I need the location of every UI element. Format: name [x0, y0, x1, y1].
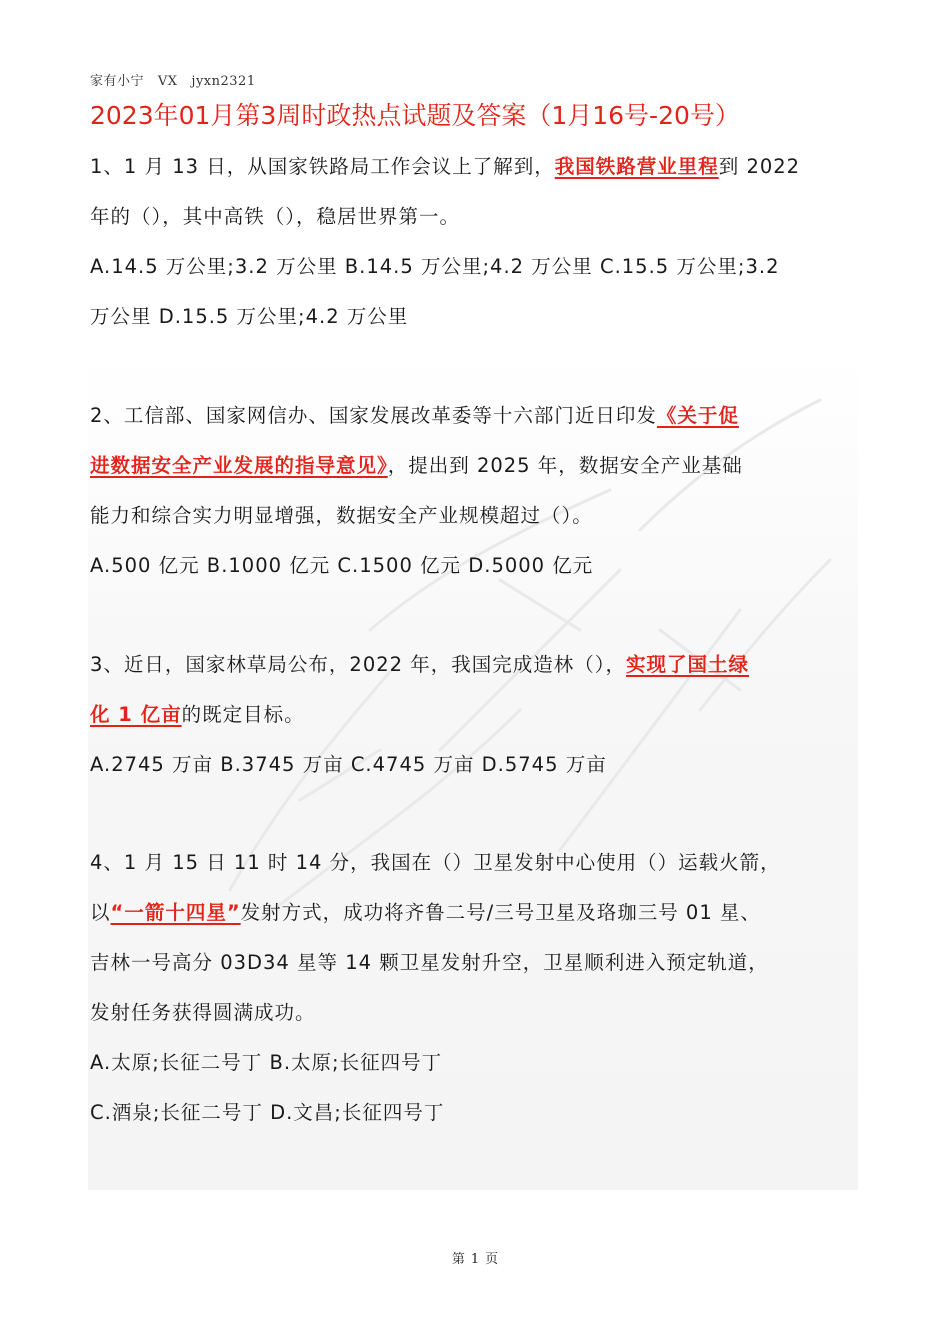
question-line — [90, 938, 860, 988]
question-text: 能力和综合实力明显增强，数据安全产业规模超过（）。 — [90, 504, 593, 527]
question-3 — [90, 640, 860, 790]
highlight-keyword: 《关于促 — [656, 404, 739, 427]
question-line — [90, 888, 860, 938]
highlight-keyword: 实现了国土绿 — [625, 653, 749, 676]
question-text: 2、工信部、国家网信办、国家发展改革委等十六部门近日印发 — [90, 404, 657, 427]
question-line — [90, 640, 860, 690]
question-line — [90, 192, 860, 242]
question-line — [90, 690, 860, 740]
page-footer — [0, 1248, 950, 1267]
question-text: 4、1 月 15 日 11 时 14 分，我国在（）卫星发射中心使用（）运载火箭， — [90, 851, 781, 874]
highlight-keyword: 化 1 亿亩 — [90, 703, 182, 726]
question-text: ，提出到 2025 年，数据安全产业基础 — [387, 454, 743, 477]
option-line: A.太原;长征二号丁 B.太原;长征四号丁 — [90, 1051, 443, 1074]
question-line — [90, 441, 860, 491]
question-text: 以 — [90, 901, 111, 924]
question-text: 的既定目标。 — [181, 703, 305, 726]
question-text: 发射任务获得圆满成功。 — [90, 1001, 316, 1024]
option-line: 万公里 D.15.5 万公里;4.2 万公里 — [90, 305, 409, 328]
option-line: C.酒泉;长征二号丁 D.文昌;长征四号丁 — [90, 1101, 445, 1124]
highlight-keyword: 我国铁路营业里程 — [554, 155, 719, 178]
question-line — [90, 391, 860, 441]
page-number: 1 — [470, 1252, 480, 1267]
footer-prefix: 第 — [451, 1252, 465, 1267]
question-line — [90, 988, 860, 1038]
question-text: 3、近日，国家林草局公布，2022 年，我国完成造林（）， — [90, 653, 626, 676]
question-line — [90, 491, 860, 541]
question-text: 吉林一号高分 03D34 星等 14 颗卫星发射升空，卫星顺利进入预定轨道， — [90, 951, 769, 974]
footer-suffix: 页 — [485, 1252, 499, 1267]
option-line: A.2745 万亩 B.3745 万亩 C.4745 万亩 D.5745 万亩 — [90, 753, 607, 776]
option-line: A.14.5 万公里;3.2 万公里 B.14.5 万公里;4.2 万公里 C.15.5 万公里;3.2 — [90, 255, 780, 278]
question-1 — [90, 142, 860, 342]
question-2 — [90, 391, 860, 591]
highlight-keyword: “一箭十四星” — [110, 901, 241, 924]
question-text: 发射方式，成功将齐鲁二号/三号卫星及珞珈三号 01 星、 — [240, 901, 761, 924]
question-text: 1、1 月 13 日，从国家铁路局工作会议上了解到， — [90, 155, 555, 178]
question-4 — [90, 838, 860, 1138]
question-text: 到 2022 — [718, 155, 801, 178]
page-title: 2023年01月第3周时政热点试题及答案（1月16号-20号） — [90, 101, 740, 130]
question-text: 年的（），其中高铁（），稳居世界第一。 — [90, 205, 461, 228]
question-line — [90, 142, 860, 192]
option-line: A.500 亿元 B.1000 亿元 C.1500 亿元 D.5000 亿元 — [90, 554, 594, 577]
highlight-keyword: 进数据安全产业发展的指导意见》 — [90, 454, 388, 477]
header-note: 家有小宁 VX jyxn2321 — [90, 74, 256, 89]
question-line — [90, 838, 860, 888]
